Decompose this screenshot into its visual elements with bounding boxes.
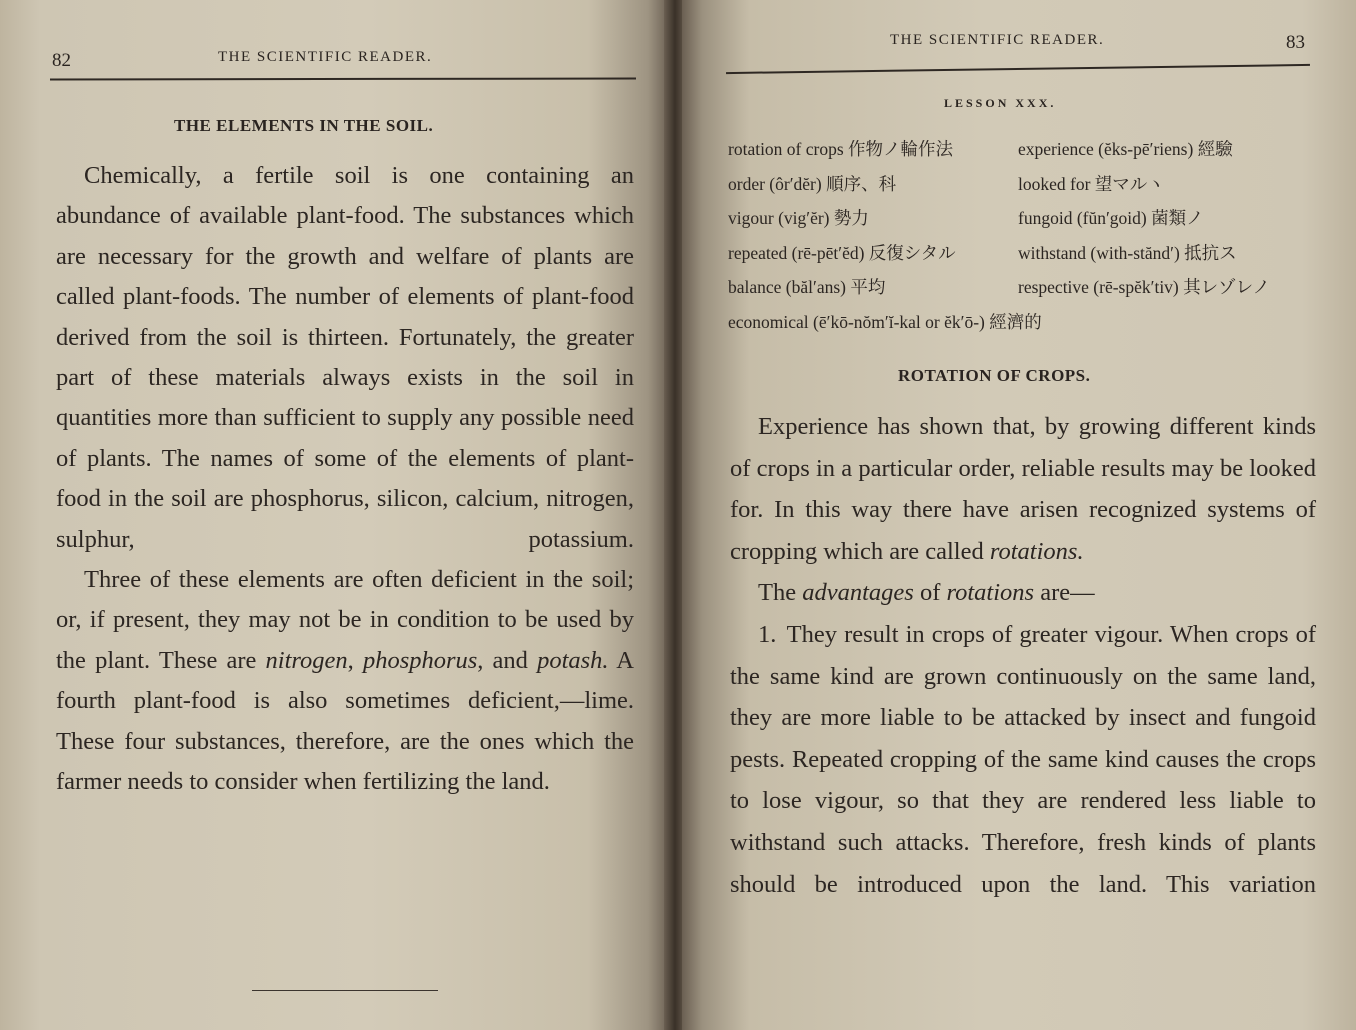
italic-advantages: advantages xyxy=(802,579,914,607)
vocabulary-list xyxy=(728,132,1328,340)
left-footer-rule xyxy=(252,990,438,991)
left-running-head: THE SCIENTIFIC READER. xyxy=(218,49,433,65)
lesson-number: LESSON XXX. xyxy=(944,96,1057,110)
right-section-title: ROTATION OF CROPS. xyxy=(898,366,1091,385)
italic-potash: potash. xyxy=(537,646,609,674)
vocab-row: economical (ē′kō-nŏm′ĭ-kal or ĕk′ō-) 經濟的 xyxy=(728,311,1042,332)
right-paragraph-2: The advantages of rotations are— xyxy=(758,579,1095,607)
right-paragraph-1: Experience has shown that, by growing different kinds of crops in a particular order, reliable results may be looked for. In this way there have arisen recognized systems of cropping which are called rotations. xyxy=(730,413,1316,565)
right-header-rule xyxy=(726,64,1310,74)
vocab-row: balance (băl′ans) 平均 respective (rē-spĕk′tiv) 其レゾレノ xyxy=(728,277,1270,298)
italic-rotations: rotations. xyxy=(989,537,1084,565)
left-body xyxy=(56,156,634,803)
left-header-rule xyxy=(50,77,636,80)
right-running-head: THE SCIENTIFIC READER. xyxy=(890,32,1105,48)
left-paragraph-2: Three of these elements are often deficient in the soil; or, if present, they may not be in condition to be used by the plant. These are nitrogen, phosphorus, and potash. A fourth plant-food is also sometimes deficient,—lime. These four substances, therefore, are the ones which the farmer needs to consider when fertilizing the land. xyxy=(56,566,635,796)
italic-phosphorus: phosphorus xyxy=(362,646,478,674)
right-page xyxy=(682,0,1356,1030)
right-list-item-1: 1. They result in crops of greater vigour. When crops of the same kind are grown continuously on the same land, they are more liable to be attacked by insect and fungoid pests. Repeated cropping of the same kind causes the crops to lose vigour, so that they are rendered less liable to withstand such attacks. Therefore, fresh kinds of plants should be introduced upon the land. This variation xyxy=(730,614,1316,905)
vocab-row: repeated (rē-pēt′ĕd) 反復シタル withstand (with-stănd′) 抵抗ス xyxy=(728,242,1237,263)
list-number: 1. xyxy=(758,620,777,648)
left-page-number: 82 xyxy=(52,50,71,71)
right-body xyxy=(730,406,1316,905)
italic-rotations-2: rotations xyxy=(946,579,1035,607)
left-section-title: THE ELEMENTS IN THE SOIL. xyxy=(174,116,434,135)
italic-nitrogen: nitrogen xyxy=(265,646,348,674)
vocab-row: rotation of crops 作物ノ輪作法 experience (ĕks-pē′riens) 經驗 xyxy=(728,139,1233,159)
left-paragraph-1: Chemically, a fertile soil is one containing an abundance of available plant-food. The substances which are necessary for the growth and welfare of plants are called plant-foods. The number of elements of plant-food derived from the soil is thirteen. Fortunately, the greater part of these materials always exists in the soil in quantities more than sufficient to supply any possible need of plants. The names of some of the elements of plant-food in the soil are phosphorus, silicon, calcium, nitrogen, sulphur, potassium. xyxy=(56,162,634,553)
vocab-row: vigour (vig′ĕr) 勢力 fungoid (fŭn′goid) 菌類ノ xyxy=(728,208,1204,229)
right-page-number: 83 xyxy=(1286,32,1305,53)
vocab-row: order (ôr′dĕr) 順序、科 looked for 望マルヽ xyxy=(728,173,1165,194)
left-page xyxy=(0,0,668,1030)
